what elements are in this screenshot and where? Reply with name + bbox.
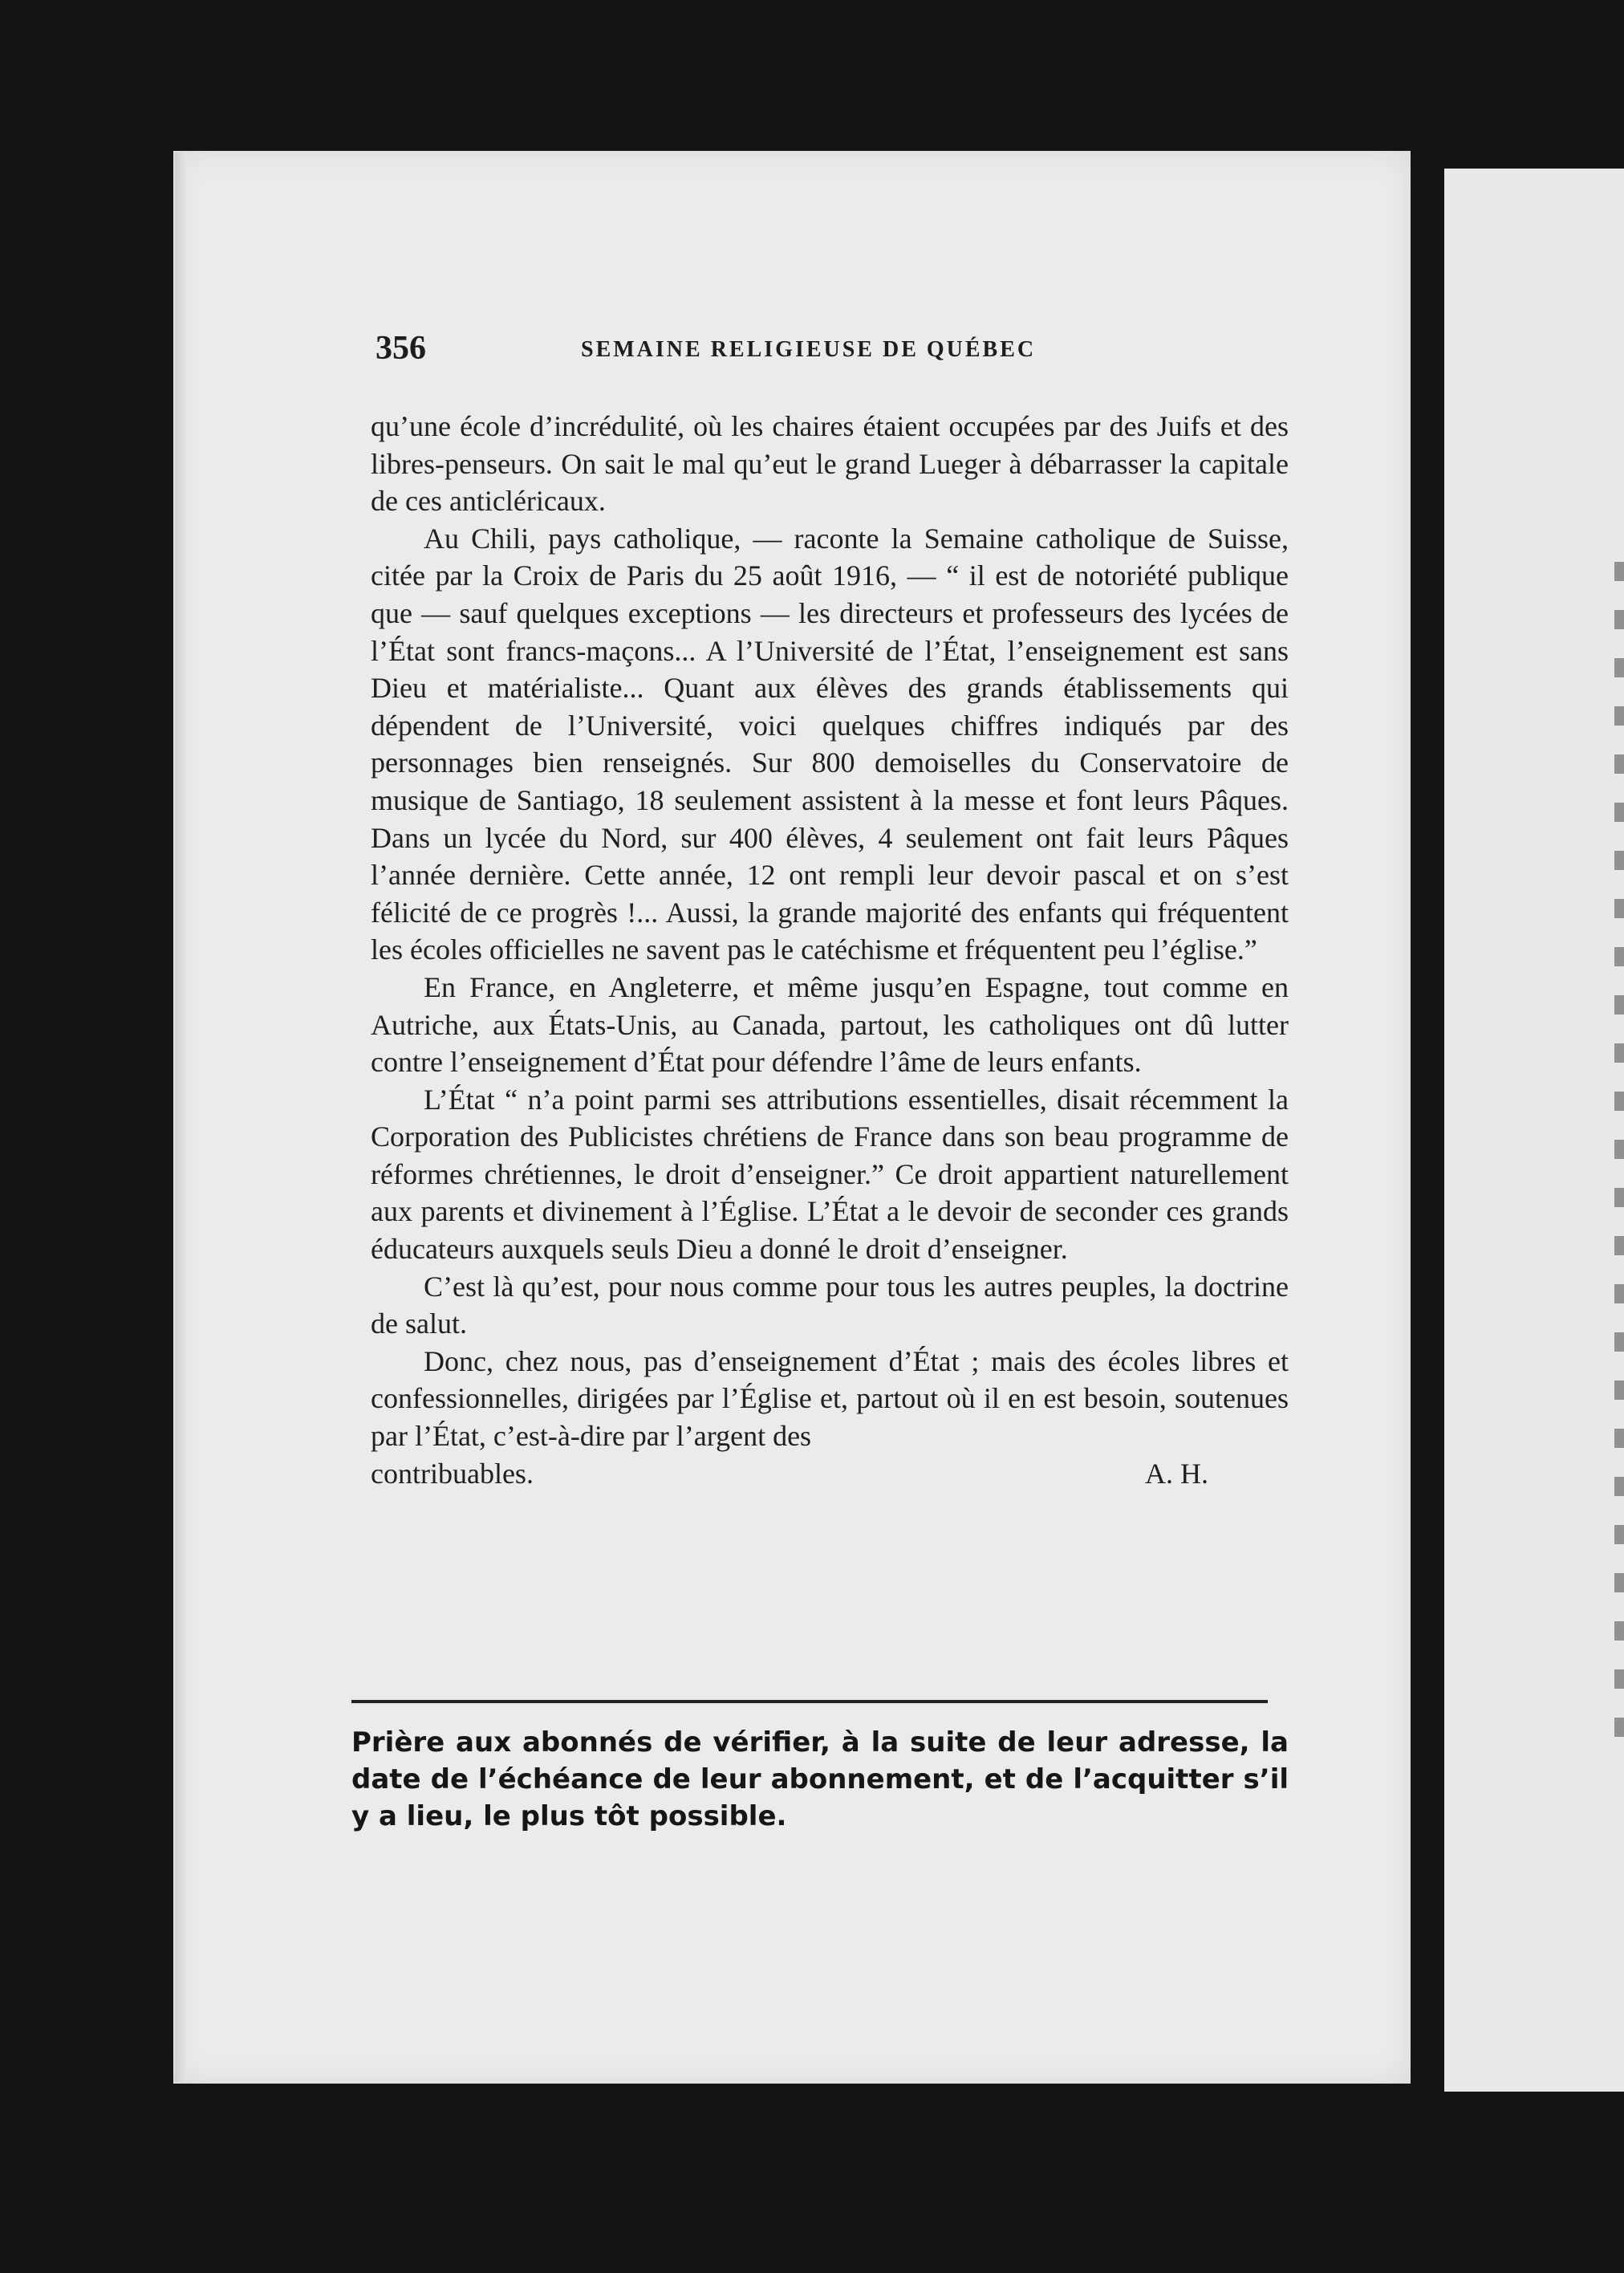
running-head	[376, 329, 1274, 377]
paragraph: Au Chili, pays catholique, — raconte la Semaine catholique de Suisse, citée par la Croix de Paris du 25 août 1916, — “ il est de notoriété publique que — sauf quelques exceptions — les directeurs et professeurs des lycées de l’État sont francs-maçons... A l’Université de l’État, l’enseignement est sans Dieu et matérialiste... Quant aux élèves des grands établissements qui dépendent de l’Université, voici quelques chiffres indiqués par des personnages bien renseignés. Sur 800 demoiselles du Conservatoire de musique de Santiago, 18 seulement assistent à la messe et font leurs Pâques. Dans un lycée du Nord, sur 400 élèves, 4 seulement ont fait leurs Pâques l’année dernière. Cette année, 12 ont rempli leur devoir pascal et on s’est félicité de ce progrès !... Aussi, la grande majorité des enfants qui fréquentent les écoles officielles ne savent pas le catéchisme et fréquentent peu l’église.”	[371, 522, 1289, 966]
page-edge	[175, 152, 186, 2082]
subscription-notice: Prière aux abonnés de vérifier, à la suite de leur adresse, la date de l’échéance de leur abonnement, et de l’acquitter s’il y a lieu, le plus tôt possible.	[351, 1726, 1289, 1832]
paragraph: Donc, chez nous, pas d’enseignement d’État ; mais des écoles libres et confessionnelles, dirigées par l’Église et, partout où il en est besoin, soutenues par l’État, c’est-à-dire par l’argent des	[371, 1344, 1289, 1453]
running-title: SEMAINE RELIGIEUSE DE QUÉBEC	[581, 337, 1037, 362]
closing-line	[371, 1455, 1289, 1493]
paragraph: C’est là qu’est, pour nous comme pour tous les autres peuples, la doctrine de salut.	[371, 1270, 1289, 1340]
horizontal-rule	[351, 1700, 1268, 1703]
paragraph: L’État “ n’a point parmi ses attributions essentielles, disait récemment la Corporation des Publicistes chrétiens de France dans son beau programme de réformes chrétiennes, le droit d’enseigner.” Ce droit appartient naturellement aux parents et divinement à l’Église. L’État a le devoir de seconder ces grands éducateurs auxquels seuls Dieu a donné le droit d’enseigner.	[371, 1083, 1289, 1266]
author-signature: A. H.	[1145, 1457, 1208, 1490]
adjacent-page-text-fragments	[1614, 562, 1624, 1766]
closing-word: contribuables.	[371, 1457, 534, 1490]
paragraph: En France, en Angleterre, et même jusqu’en Espagne, tout comme en Autriche, aux États-Unis, au Canada, partout, les catholiques ont dû lutter contre l’enseignement d’État pour défendre l’âme de leurs enfants.	[371, 970, 1289, 1079]
paragraph: qu’une école d’incrédulité, où les chaires étaient occupées par des Juifs et des libres-penseurs. On sait le mal qu’eut le grand Lueger à débarrasser la capitale de ces anticléricaux.	[371, 410, 1289, 518]
adjacent-page	[1444, 169, 1624, 2092]
page-number: 356	[376, 330, 426, 367]
article-body	[371, 408, 1289, 1492]
